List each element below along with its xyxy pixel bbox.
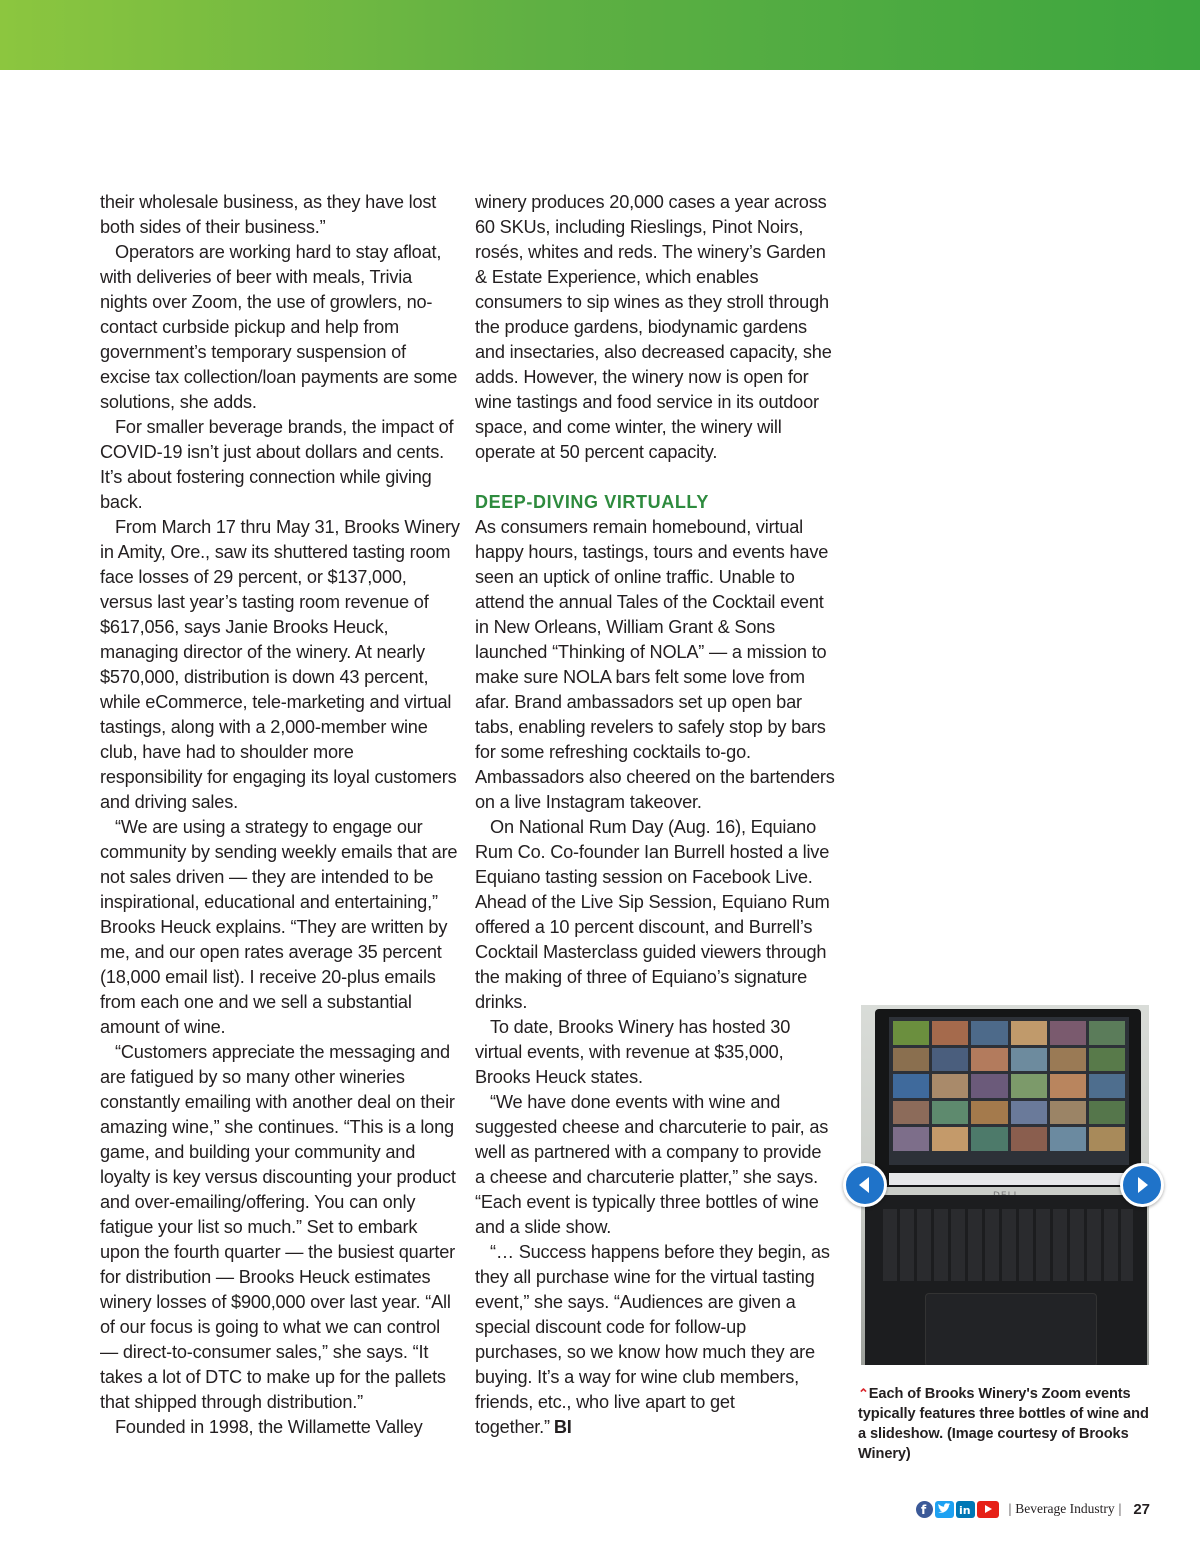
arrow-left-icon [854,1174,876,1196]
end-mark: BI [553,1417,572,1437]
footer-separator: | [1118,1501,1122,1516]
paragraph: As consumers remain homebound, virtual happy hours, tastings, tours and events have seen an uptick of online traffic. Unable to attend the annual Tales of the Cocktail event in New Orleans, William Grant & Sons launched “Thinking of NOLA” — a mission to make sure NOLA bars felt some love from afar. Brand ambassadors set up open bar tabs, enabling revelers to safely stop by bars for some refreshing cocktails to-go. Ambassadors also cheered on the bartenders on a live Instagram takeover. [475,517,835,812]
page-number: 27 [1133,1500,1150,1518]
screen-taskbar [889,1173,1129,1185]
paragraph: Founded in 1998, the Willamette Valley [115,1417,423,1437]
paragraph: Operators are working hard to stay afloat, with deliveries of beer with meals, Trivia nights over Zoom, the use of growlers, no-contact curbside pickup and help from government’s temporary suspension of excise tax collection/loan payments are some solutions, she adds. [100,242,458,412]
paragraph: On National Rum Day (Aug. 16), Equiano Rum Co. Co-founder Ian Burrell hosted a live Equiano tasting session on Facebook Live. Ahead of the Live Sip Session, Equiano Rum offered a 10 percent discount, and Burrell’s Cocktail Masterclass guided viewers through the making of three of Equiano’s signature drinks. [475,817,830,1012]
article-column-middle [475,190,835,1440]
photo-caption [858,1384,1158,1464]
footer-separator: | [1008,1501,1012,1516]
twitter-icon[interactable] [935,1501,954,1518]
paragraph: From March 17 thru May 31, Brooks Winery in Amity, Ore., saw its shuttered tasting room face losses of 29 percent, or $137,000, versus last year’s tasting room revenue of $617,056, says Janie Brooks Heuck, managing director of the winery. At nearly $570,000, distribution is down 43 percent, while eCommerce, tele-marketing and virtual tastings, along with a 2,000-member wine club, have had to shoulder more responsibility for engaging its loyal customers and driving sales. [100,517,460,812]
caption-text: Each of Brooks Winery's Zoom events typically features three bottles of wine and a slideshow. (Image courtesy of Brooks Winery) [858,1386,1149,1462]
paragraph-text: “… Success happens before they begin, as they all purchase wine for the virtual tasting event,” she says. “Audiences are given a special discount code for follow-up purchases, so we know how much they are buying. It’s a way for wine club members, friends, etc., who live apart to get together.” [475,1242,830,1437]
arrow-right-icon [1131,1174,1153,1196]
facebook-icon[interactable] [916,1501,933,1518]
youtube-icon[interactable] [977,1501,999,1518]
slideshow-prev-button[interactable] [843,1163,887,1207]
paragraph: “We are using a strategy to engage our community by sending weekly emails that are not sales driven — they are intended to be inspirational, educational and entertaining,” Brooks Heuck explains. “They are written by me, and our open rates average 35 percent (18,000 email list). I receive 20-plus emails from each one and we sell a substantial amount of wine. [100,817,458,1037]
svg-text:in: in [959,1504,971,1515]
linkedin-icon[interactable] [956,1501,975,1518]
paragraph: winery produces 20,000 cases a year across 60 SKUs, including Rieslings, Pinot Noirs, rosés, whites and reds. The winery’s Garden & Estate Experience, which enables consumers to sip wines as they stroll through the produce gardens, biodynamic gardens and insectaries, also decreased capacity, she adds. However, the winery now is open for wine tastings and food service in its outdoor space, and come winter, the winery will operate at 50 percent capacity. [475,192,832,462]
laptop-keyboard [865,1195,1147,1365]
paragraph-final [475,1240,835,1440]
section-subhead: DEEP-DIVING VIRTUALLY [475,492,709,512]
caption-marker-icon: ⌃ [858,1386,869,1401]
paragraph: their wholesale business, as they have lost both sides of their business.” [100,192,437,237]
paragraph: For smaller beverage brands, the impact of COVID-19 isn’t just about dollars and cents. It’s about fostering connection while giving back. [100,417,454,512]
paragraph: To date, Brooks Winery has hosted 30 virtual events, with revenue at $35,000, Brooks Heuck states. [475,1017,791,1087]
paragraph: “Customers appreciate the messaging and are fatigued by so many other wineries constantly emailing with another deal on their amazing wine,” she continues. “This is a long game, and building your community and loyalty is key versus discounting your product and over-emailing/offering. You can only fatigue your list so much.” Set to embark upon the fourth quarter — the busiest quarter for distribution — Brooks Heuck estimates winery losses of $900,000 over last year. “All of our focus is going to what we can control — direct-to-consumer sales,” she says. “It takes a lot of DTC to make up for the pallets that shipped through distribution.” [100,1042,456,1412]
social-links [916,1501,999,1518]
slideshow-next-button[interactable] [1120,1163,1164,1207]
header-color-bar [0,0,1200,70]
publication-name: Beverage Industry [1015,1501,1115,1516]
keyboard-keys [883,1209,1133,1281]
zoom-participant-grid [893,1021,1125,1151]
paragraph: “We have done events with wine and suggested cheese and charcuterie to pair, as well as partnered with a company to provide a cheese and charcuterie platter,” she says. “Each event is typically three bottles of wine and a slide show. [475,1092,829,1237]
article-column-left [100,190,460,1440]
svg-text:f: f [921,1503,927,1515]
trackpad [925,1293,1097,1365]
zoom-event-photo [861,1005,1149,1365]
page-footer [916,1498,1150,1520]
